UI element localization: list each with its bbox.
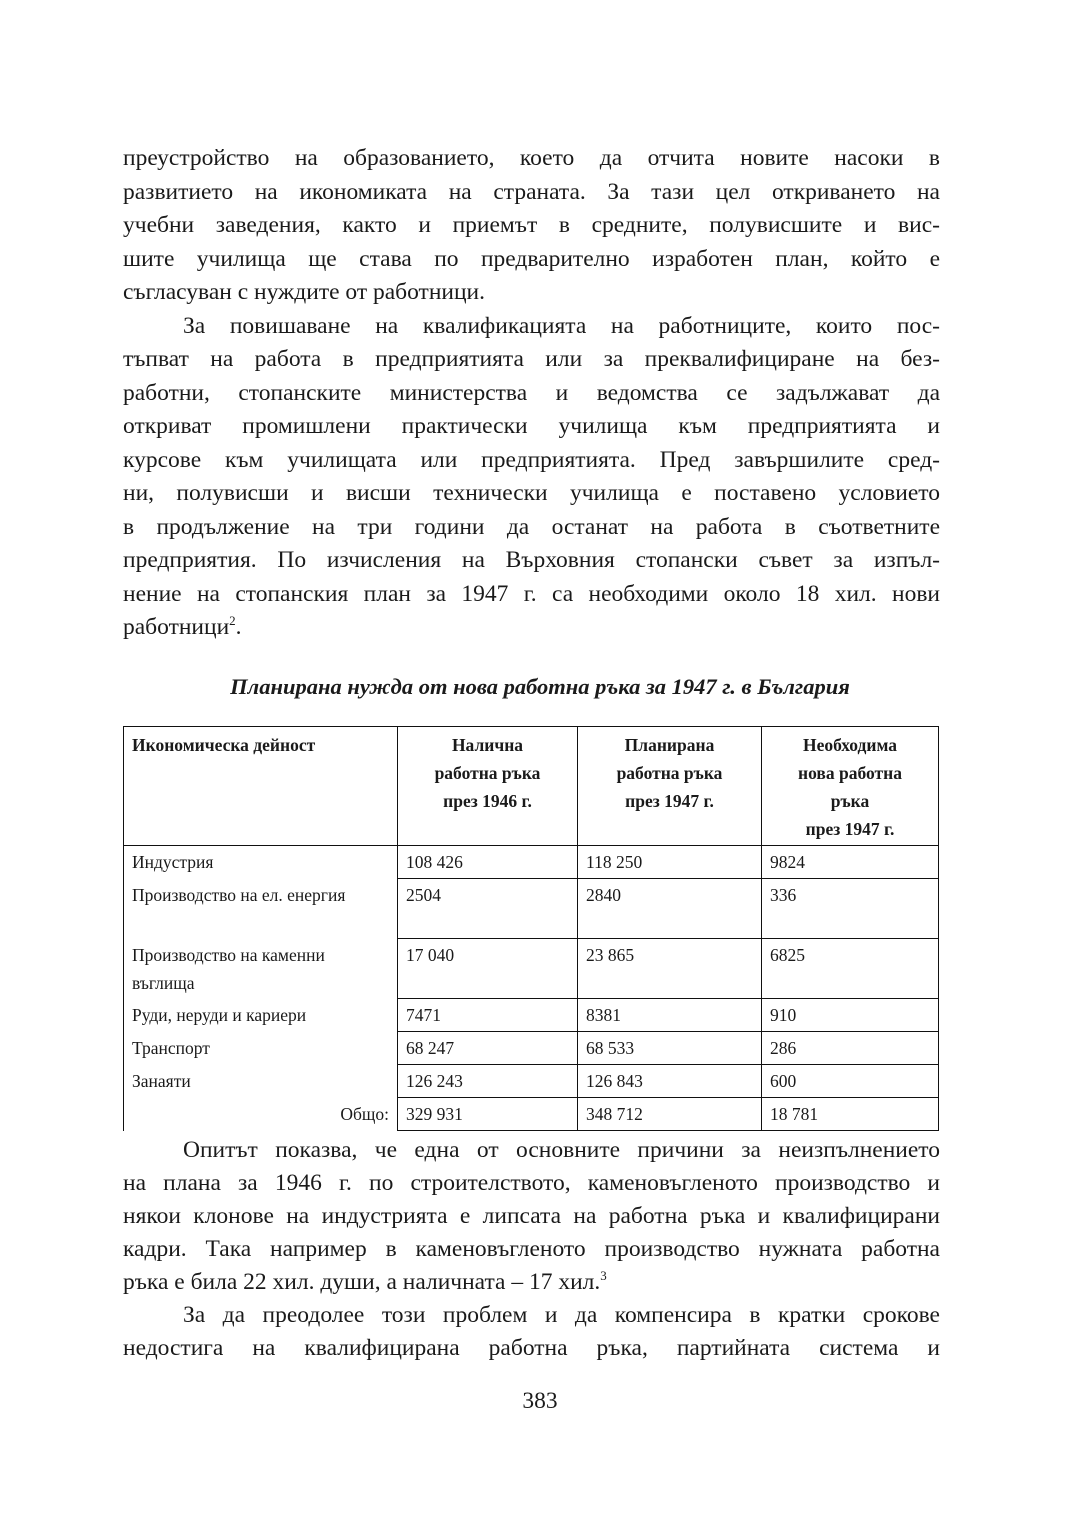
value-cell: 23 865 bbox=[578, 939, 762, 999]
table-row bbox=[124, 1065, 939, 1098]
text-line bbox=[123, 478, 940, 508]
value-cell: 600 bbox=[762, 1065, 939, 1098]
header-text: Необходима bbox=[802, 735, 898, 755]
text-line bbox=[123, 612, 940, 642]
text-line bbox=[123, 579, 940, 609]
table-row bbox=[124, 1032, 939, 1065]
table-row bbox=[124, 939, 939, 999]
activity-cell: Занаяти bbox=[124, 1065, 398, 1098]
value-cell: 17 040 bbox=[398, 939, 578, 999]
value-cell: 68 533 bbox=[578, 1032, 762, 1065]
text-line bbox=[123, 277, 940, 307]
table-row bbox=[124, 999, 939, 1032]
line-text: учебни заведения, както и приемът в средните, полувисшите и вис- bbox=[123, 212, 940, 238]
header-text: Икономическа дейност bbox=[132, 735, 316, 755]
header-text: работна ръка bbox=[616, 763, 723, 783]
text-line bbox=[123, 1168, 940, 1198]
total-value: 329 931 bbox=[398, 1098, 578, 1131]
page-number: 383 bbox=[522, 1388, 558, 1414]
total-value: 348 712 bbox=[578, 1098, 762, 1131]
text-line bbox=[123, 1333, 940, 1363]
text-line bbox=[123, 344, 940, 374]
text-line bbox=[183, 1135, 940, 1165]
text-line bbox=[183, 311, 940, 341]
table-title: Планирана нужда от нова работна ръка за 1947 г. в България bbox=[230, 674, 850, 699]
value-cell: 2504 bbox=[398, 879, 578, 939]
header-needed-1947 bbox=[762, 727, 939, 846]
line-text: недостига на квалифицирана работна ръка, партийната система и bbox=[123, 1335, 940, 1361]
value-cell: 118 250 bbox=[578, 846, 762, 879]
activity-cell: Индустрия bbox=[124, 846, 398, 879]
value-cell: 108 426 bbox=[398, 846, 578, 879]
value-cell: 286 bbox=[762, 1032, 939, 1065]
line-tail: . bbox=[235, 614, 242, 640]
activity-cell: Производство на ел. енергия bbox=[124, 879, 398, 939]
header-text: през 1947 г. bbox=[625, 791, 714, 811]
line-text: ръка е била 22 хил. души, а наличната – 17 хил. bbox=[123, 1269, 601, 1295]
text-line bbox=[123, 445, 940, 475]
line-text: предприятия. По изчисления на Върховния стопански съвет за изпъл- bbox=[123, 547, 940, 573]
value-cell: 6825 bbox=[762, 939, 939, 999]
value-cell: 126 843 bbox=[578, 1065, 762, 1098]
header-text: работна ръка bbox=[434, 763, 541, 783]
value-cell: 910 bbox=[762, 999, 939, 1032]
line-text: шите училища ще става по предварително изработен план, който е bbox=[123, 245, 940, 272]
line-text: ни, полувисши и висши технически училища е поставено условието bbox=[123, 480, 940, 506]
line-text: курсове към училищата или предприятията. Пред завършилите сред- bbox=[123, 446, 940, 473]
header-text: ръка bbox=[830, 791, 870, 811]
line-text: на плана за 1946 г. по строителството, каменовъгленото производство и bbox=[123, 1170, 940, 1196]
line-text: тъпват на работа в предприятията или за преквалифициране на без- bbox=[123, 346, 940, 372]
line-text: Опитът показва, че една от основните причини за неизпълнението bbox=[183, 1137, 940, 1163]
line-text: За да преодолее този проблем и да компенсира в кратки срокове bbox=[183, 1302, 940, 1328]
text-line bbox=[183, 1300, 940, 1330]
header-text: през 1947 г. bbox=[805, 819, 895, 839]
text-line bbox=[123, 210, 940, 240]
value-cell: 2840 bbox=[578, 879, 762, 939]
line-text: някои клонове на индустрията е липсата на работна ръка и квалифицирани bbox=[123, 1203, 940, 1229]
line-text: в продължение на три години да останат на работа в съответните bbox=[123, 513, 940, 540]
line-text: съгласуван с нуждите от работници. bbox=[123, 279, 486, 305]
total-label: Общо: bbox=[124, 1098, 398, 1131]
header-text: през 1946 г. bbox=[443, 791, 532, 811]
line-text: кадри. Така например в каменовъгленото производство нужната работна bbox=[123, 1236, 940, 1262]
activity-cell: Производство на каменни въглища bbox=[124, 939, 398, 999]
header-text: нова работна bbox=[798, 763, 902, 783]
header-activity bbox=[124, 727, 398, 846]
line-text: откриват промишлени практически училища към предприятията и bbox=[123, 413, 940, 439]
value-cell: 336 bbox=[762, 879, 939, 939]
text-line bbox=[123, 512, 940, 542]
text-line bbox=[123, 545, 940, 575]
header-available-1946 bbox=[398, 727, 578, 846]
labor-table bbox=[123, 726, 939, 1131]
text-line bbox=[123, 1234, 940, 1264]
text-line bbox=[123, 378, 940, 408]
table-row bbox=[124, 846, 939, 879]
line-text: работници bbox=[123, 614, 230, 640]
line-text: развитието на икономиката на страната. За тази цел откриването на bbox=[123, 178, 940, 205]
total-value: 18 781 bbox=[762, 1098, 939, 1131]
text-line bbox=[123, 411, 940, 441]
activity-cell: Руди, неруди и кариери bbox=[124, 999, 398, 1032]
header-planned-1947 bbox=[578, 727, 762, 846]
table-header-row bbox=[124, 727, 939, 846]
footnote-marker[interactable]: 2 bbox=[229, 613, 236, 629]
value-cell: 8381 bbox=[578, 999, 762, 1032]
value-cell: 7471 bbox=[398, 999, 578, 1032]
value-cell: 9824 bbox=[762, 846, 939, 879]
line-text: работни, стопанските министерства и ведомства се задължават да bbox=[123, 379, 940, 406]
text-line bbox=[123, 1267, 940, 1297]
activity-cell: Транспорт bbox=[124, 1032, 398, 1065]
text-line bbox=[123, 143, 940, 173]
value-cell: 126 243 bbox=[398, 1065, 578, 1098]
value-cell: 68 247 bbox=[398, 1032, 578, 1065]
footnote-marker[interactable]: 3 bbox=[600, 1268, 607, 1284]
text-line bbox=[123, 244, 940, 274]
line-text: нение на стопанския план за 1947 г. са необходими около 18 хил. нови bbox=[123, 580, 940, 607]
table-row bbox=[124, 879, 939, 939]
header-text: Планирана bbox=[624, 735, 715, 755]
line-text: преустройство на образованието, което да отчита новите насоки в bbox=[123, 145, 940, 171]
header-text: Налична bbox=[451, 735, 524, 755]
line-text: За повишаване на квалификацията на работниците, които пос- bbox=[183, 312, 940, 339]
text-line bbox=[123, 1201, 940, 1231]
total-row bbox=[124, 1098, 939, 1131]
text-line bbox=[123, 177, 940, 207]
